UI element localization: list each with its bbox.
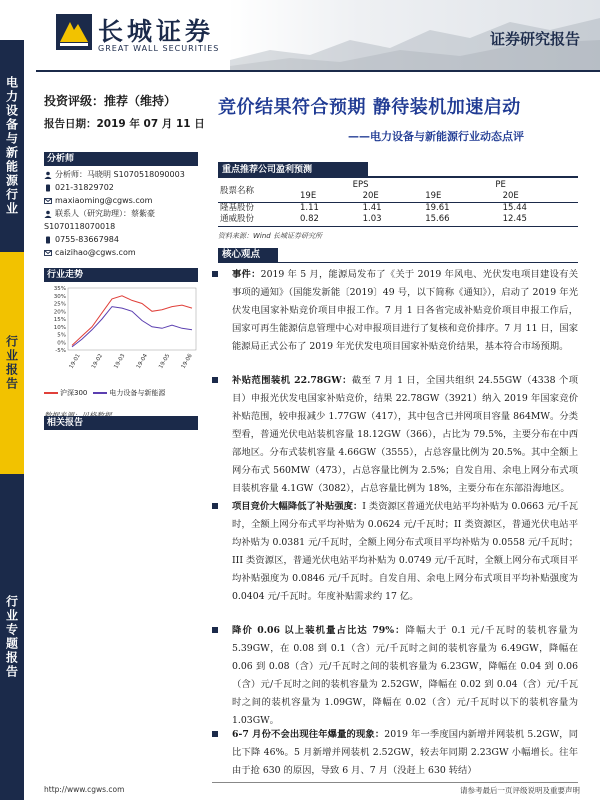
report-subtitle: ——电力设备与新能源行业动态点评 (348, 130, 524, 143)
eps-value: 0.82 (300, 214, 319, 224)
person-icon (44, 171, 52, 179)
footer-url[interactable]: http://www.cgws.com (44, 785, 125, 794)
mail-icon (44, 249, 52, 257)
analyst-line (44, 181, 200, 194)
analyst-line[interactable] (44, 194, 200, 207)
paragraph-june-july: 6-7 月份不会出现往年爆量的现象：2019 年一季度国内新增并网装机 5.2GW，同比下降 46%。5 月新增并网装机 2.52GW，较去年同期 2.23GW 小幅增长。往年由于抢 630 的原因，导致 6 月、7 月（没赶上 630 转结） (212, 726, 578, 780)
header-divider (36, 70, 600, 72)
year-header: 19E (300, 191, 317, 201)
related-section-bar: 相关报告 (44, 416, 198, 430)
analyst-line-text: maxiaoming@cgws.com (55, 196, 153, 205)
chart-frame (68, 288, 196, 350)
x-tick-label: 19-04 (135, 353, 149, 370)
trend-section-bar: 行业走势 (44, 268, 198, 282)
table-source: 资料来源：Wind 长城证券研究所 (218, 232, 322, 240)
side-tab-industry: 电力设备与新能源行业 (0, 40, 24, 252)
paragraph-subsidy-intensity: 项目竞价大幅降低了补贴强度：I 类资源区普通光伏电站平均补贴为 0.0663 元/千瓦时，全额上网分布式平均补贴为 0.0624 元/千瓦时；II 类资源区，普通光伏电站平均补贴为 0.0381 元/千瓦时，全额上网分布式项目平均补贴为 0.0558 元/千瓦时；III 类资源区，普通光伏电站平均补贴为 0.0749 元/千瓦时，全额上网分布式项目平均补贴强度为 0.0846 元/千瓦时。自发自用、余电上网分布式项目平均补贴强度为 0.0404 元/千瓦时。年度补贴需求约 17 亿。 (212, 498, 578, 606)
side-tab-report: 行业报告 (0, 252, 24, 474)
report-type: 证券研究报告 (489, 30, 580, 48)
x-tick-label: 19-01 (68, 353, 82, 370)
footer-rule (212, 782, 578, 783)
year-header: 20E (362, 191, 379, 201)
phone-icon (44, 184, 52, 192)
eps-value: 1.11 (300, 203, 319, 213)
legend-item-hs300: 沪深300 (44, 388, 87, 398)
x-tick-label: 19-06 (180, 353, 194, 370)
pe-value: 12.45 (502, 214, 527, 224)
table-title: 重点推荐公司盈利预测 (218, 162, 368, 178)
legend-item-power: 电力设备与新能源 (93, 388, 165, 398)
table-row (218, 203, 578, 215)
industry-trend-chart (44, 284, 200, 372)
pe-value: 19.61 (425, 203, 450, 213)
y-tick-label: -5% (55, 348, 66, 354)
x-tick-label: 19-05 (158, 353, 172, 370)
paragraph-price-drop: 降价 0.06 以上装机量占比达 79%：降幅大于 0.1 元/千瓦时的装机容量为 5.39GW，在 0.08 到 0.1（含）元/千瓦时之间的装机容量为 6.49GW，降幅在 0.06 到 0.08（含）元/千瓦时之间的装机容量为 6.23GW，降幅在 0.04 到 0.06（含）元/千瓦时之间的装机容量为 2.52GW，降幅在 0.02 到 0.04（含）元/千瓦时之间的装机容量为 1.09GW，降幅在 0.02（含）元/千瓦时以下的装机容量为 1.03GW。 (212, 622, 578, 730)
investment-rating: 投资评级：推荐（维持） (44, 94, 177, 108)
y-tick-label: 10% (53, 324, 66, 331)
company-name: 长城证券 (98, 17, 215, 46)
analyst-line-text: 021-31829702 (55, 183, 114, 192)
side-tab-special: 行业专题报告 (0, 474, 24, 800)
analyst-line (44, 220, 200, 233)
analyst-line-text: caizihao@cgws.com (55, 248, 136, 257)
chart-legend (44, 388, 204, 398)
y-tick-label: 25% (53, 301, 66, 308)
y-tick-label: 20% (53, 309, 66, 316)
report-title: 竞价结果符合预期 静待装机加速启动 (218, 97, 521, 118)
eps-header: EPS (352, 180, 369, 190)
analyst-line-text: 0755-83667984 (55, 235, 119, 244)
paragraph-subsidy-scope: 补贴范围装机 22.78GW：截至 7 月 1 日，全国共组织 24.55GW（4338 个项目）申报光伏发电国家补贴竞价，结果 22.78GW（3921）纳入 2019 年国家竞价补贴范围，较申报减少 1.77GW（417），其中包含已并网项目容量 864MW。分类型看，普通光伏电站装机容量 18.12GW（366），占比为 79.5%，主要分布在中西部地区。分布式装机容量 4.66GW（3555），占总容量比例为 20.5%。其中全额上网分布式 560MW（473），占总容量比例为 2.5%；自发自用、余电上网分布式项目装机容量 4.1GW（3082），占总容量比例为 18%，主要分布在东部沿海地区。 (212, 372, 578, 498)
y-tick-label: 0% (57, 340, 66, 347)
x-tick-label: 19-03 (113, 353, 127, 370)
bullet-icon (212, 271, 218, 277)
company-name-en: GREAT WALL SECURITIES (98, 44, 220, 53)
core-views-rule (218, 262, 578, 263)
legend-swatch-hs300 (44, 392, 58, 394)
bullet-icon (212, 731, 218, 737)
mail-icon (44, 197, 52, 205)
table-row (218, 214, 578, 225)
phone-icon (44, 236, 52, 244)
paragraph-event: 事件：2019 年 5 月，能源局发布了《关于 2019 年风电、光伏发电项目建设有关事项的通知》（国能发新能〔2019〕49 号，以下简称《通知》），启动了 2019 年光伏发电国家补贴竞价项目申报工作。7 月 1 日各省完成补贴竞价项目申报工作后，国家可再生能源信息管理中心对申报项目进行了复核和竞价排序。7 月 11 日，国家能源局正式公布了 2019 年光伏发电项目国家补贴竞价结果，基本符合市场预期。 (212, 266, 578, 356)
footer-disclaimer: 请参考最后一页评级说明及重要声明 (460, 786, 580, 795)
analyst-line (44, 168, 200, 181)
series-line-1 (72, 307, 192, 347)
eps-value: 1.03 (362, 214, 382, 224)
analyst-section-bar: 分析师 (44, 152, 198, 166)
table-top-rule (218, 176, 578, 178)
report-date: 报告日期：2019 年 07 月 11 日 (44, 118, 205, 130)
stock-name: 通威股份 (220, 214, 255, 224)
profit-forecast-table (218, 180, 578, 225)
person-icon (44, 210, 52, 218)
series-line-0 (72, 296, 192, 346)
stock-name-header: 股票名称 (220, 185, 255, 196)
analyst-info (44, 168, 200, 259)
x-tick-label: 19-02 (90, 353, 105, 370)
y-tick-label: 5% (57, 332, 66, 339)
report-header (0, 0, 600, 72)
pe-value: 15.44 (502, 203, 527, 213)
y-tick-label: 15% (53, 317, 66, 323)
legend-swatch-power (93, 392, 107, 394)
analyst-line[interactable] (44, 246, 200, 259)
pe-value: 15.66 (425, 214, 450, 224)
bullet-icon (212, 627, 218, 633)
pe-header: PE (495, 180, 506, 190)
analyst-line-text: S1070118070018 (44, 222, 116, 231)
great-wall-logo-icon (56, 14, 92, 50)
year-header: 20E (502, 191, 519, 201)
core-views-bar: 核心观点 (218, 248, 278, 262)
analyst-line (44, 207, 200, 220)
y-tick-label: 30% (53, 293, 66, 300)
bullet-icon (212, 377, 218, 383)
bullet-icon (212, 503, 218, 509)
year-header: 19E (425, 191, 442, 201)
table-bottom-rule (218, 226, 578, 227)
analyst-line-text: 分析师：马晓明 S1070518090003 (55, 170, 185, 179)
stock-name: 隆基股份 (220, 203, 255, 213)
eps-value: 1.41 (362, 203, 382, 213)
table-header-row (218, 180, 578, 191)
analyst-line (44, 233, 200, 246)
analyst-line-text: 联系人（研究助理）：蔡紫豪 (55, 209, 155, 218)
y-tick-label: 35% (53, 286, 66, 292)
